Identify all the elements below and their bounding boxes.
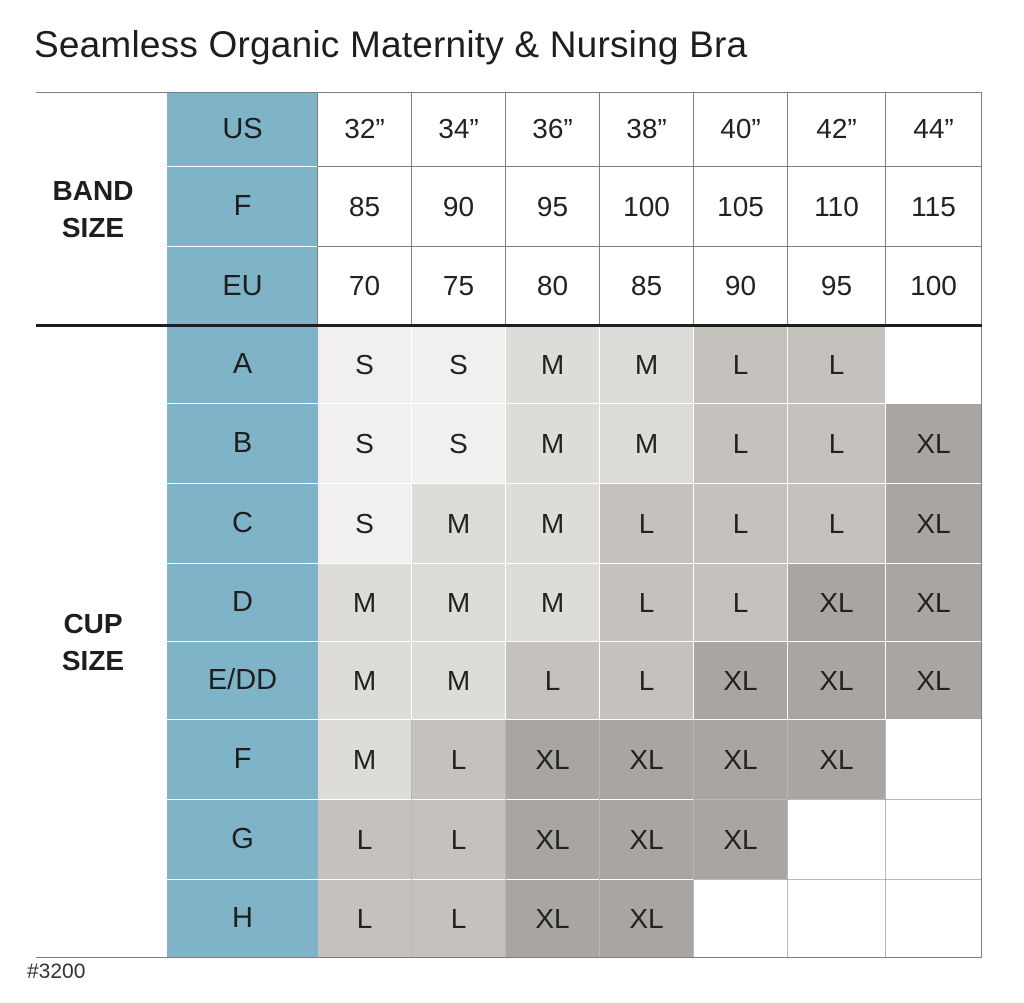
size-cell: S <box>318 404 412 484</box>
cup-size-label-line-2: SIZE <box>61 645 125 676</box>
band-size-cell: 110 <box>788 167 886 247</box>
cup-size-label <box>28 605 158 679</box>
cup-grid-line <box>694 879 982 880</box>
cup-grid-line <box>694 799 982 800</box>
empty-cell <box>886 720 982 800</box>
band-size-label-line-1: BAND <box>52 175 134 206</box>
band-size-cell: 100 <box>600 167 694 247</box>
band-size-cell: 32” <box>318 92 412 167</box>
size-cell: L <box>694 404 788 484</box>
size-cell: M <box>412 642 506 720</box>
size-cell: XL <box>600 880 694 958</box>
band-size-cell: 95 <box>506 167 600 247</box>
size-cell: XL <box>788 720 886 800</box>
size-cell: L <box>694 326 788 404</box>
section-divider <box>36 324 982 327</box>
band-size-label-line-2: SIZE <box>61 212 125 243</box>
cup-grid-line <box>787 720 788 958</box>
table-top-border <box>36 92 982 93</box>
size-cell: XL <box>886 404 982 484</box>
size-cell: L <box>318 800 412 880</box>
size-cell: L <box>788 326 886 404</box>
band-row-header: F <box>167 167 318 247</box>
size-cell: L <box>788 484 886 564</box>
empty-cell <box>886 880 982 958</box>
size-cell: XL <box>506 880 600 958</box>
page-title: Seamless Organic Maternity & Nursing Bra <box>34 24 748 65</box>
cup-row-header: G <box>167 800 318 880</box>
empty-cell <box>886 326 982 404</box>
size-cell: XL <box>788 564 886 642</box>
band-size-cell: 38” <box>600 92 694 167</box>
size-cell: L <box>506 642 600 720</box>
size-cell: M <box>412 484 506 564</box>
size-cell: XL <box>694 720 788 800</box>
band-size-cell: 36” <box>506 92 600 167</box>
size-cell: L <box>412 880 506 958</box>
size-cell: M <box>318 720 412 800</box>
product-code: #3200 <box>27 960 86 983</box>
band-size-cell: 95 <box>788 247 886 326</box>
cup-row-header: C <box>167 484 318 564</box>
size-cell: XL <box>694 800 788 880</box>
band-size-cell: 40” <box>694 92 788 167</box>
band-size-cell: 75 <box>412 247 506 326</box>
band-size-cell: 90 <box>694 247 788 326</box>
size-cell: L <box>600 642 694 720</box>
size-cell: L <box>694 564 788 642</box>
cup-grid-line <box>505 720 506 958</box>
band-size-cell: 85 <box>318 167 412 247</box>
cup-row-header: B <box>167 404 318 484</box>
band-size-cell: 115 <box>886 167 982 247</box>
table-bottom-border <box>36 957 982 958</box>
size-cell: L <box>788 404 886 484</box>
cup-row-header: A <box>167 326 318 404</box>
size-cell: XL <box>886 484 982 564</box>
empty-cell <box>694 880 788 958</box>
size-cell: M <box>506 564 600 642</box>
size-cell: M <box>600 326 694 404</box>
band-size-label <box>28 172 158 246</box>
size-cell: S <box>318 484 412 564</box>
cup-size-label-line-1: CUP <box>63 608 123 639</box>
size-cell: XL <box>886 564 982 642</box>
size-cell: M <box>506 484 600 564</box>
size-cell: XL <box>506 720 600 800</box>
band-size-cell: 85 <box>600 247 694 326</box>
cup-grid-line <box>411 720 412 958</box>
size-cell: S <box>412 326 506 404</box>
empty-cell <box>788 800 886 880</box>
band-size-cell: 90 <box>412 167 506 247</box>
band-size-cell: 100 <box>886 247 982 326</box>
table-right-border <box>981 92 982 958</box>
band-size-cell: 44” <box>886 92 982 167</box>
cup-grid-line <box>599 720 600 958</box>
size-cell: M <box>506 404 600 484</box>
band-row-header: US <box>167 92 318 167</box>
size-cell: XL <box>600 800 694 880</box>
band-size-cell: 42” <box>788 92 886 167</box>
band-row-header: EU <box>167 247 318 326</box>
size-cell: M <box>412 564 506 642</box>
band-size-cell: 34” <box>412 92 506 167</box>
size-cell: L <box>318 880 412 958</box>
size-cell: L <box>600 564 694 642</box>
band-size-cell: 80 <box>506 247 600 326</box>
band-values-left-border <box>317 92 318 326</box>
size-cell: L <box>412 720 506 800</box>
size-cell: XL <box>788 642 886 720</box>
size-cell: S <box>412 404 506 484</box>
cup-grid-line <box>693 720 694 958</box>
empty-cell <box>886 800 982 880</box>
size-cell: L <box>600 484 694 564</box>
size-cell: XL <box>886 642 982 720</box>
band-size-cell: 70 <box>318 247 412 326</box>
cup-row-header: F <box>167 720 318 800</box>
empty-cell <box>788 880 886 958</box>
size-cell: XL <box>506 800 600 880</box>
cup-row-header: E/DD <box>167 642 318 720</box>
cup-row-header: D <box>167 564 318 642</box>
size-cell: M <box>506 326 600 404</box>
size-cell: M <box>318 642 412 720</box>
size-cell: L <box>412 800 506 880</box>
band-size-cell: 105 <box>694 167 788 247</box>
size-cell: S <box>318 326 412 404</box>
size-cell: XL <box>694 642 788 720</box>
size-cell: L <box>694 484 788 564</box>
size-cell: M <box>318 564 412 642</box>
size-cell: M <box>600 404 694 484</box>
size-cell: XL <box>600 720 694 800</box>
cup-grid-line <box>885 720 886 958</box>
cup-row-header: H <box>167 880 318 958</box>
